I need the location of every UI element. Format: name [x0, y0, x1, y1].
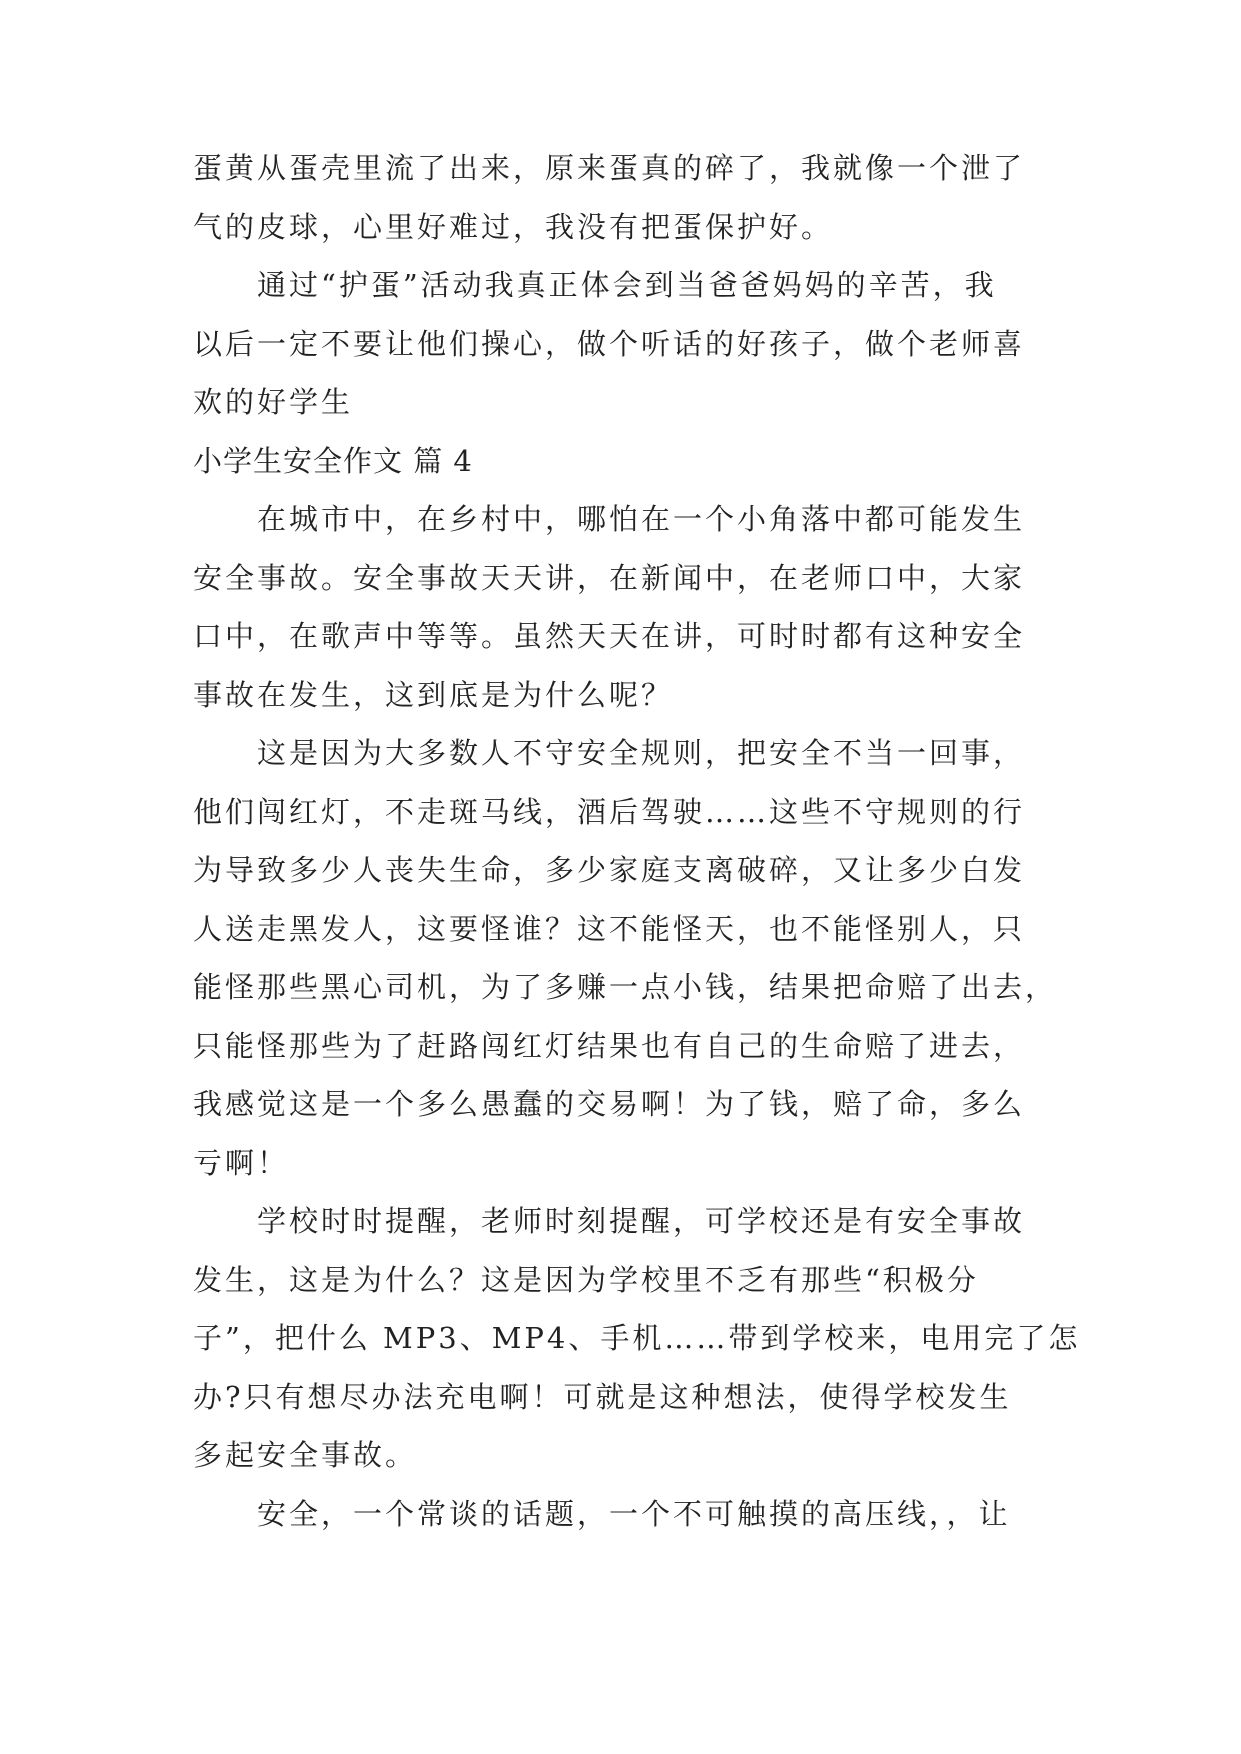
text-line: 蛋黄从蛋壳里流了出来，原来蛋真的碎了，我就像一个泄了	[193, 151, 1026, 185]
text-line: 他们闯红灯，不走斑马线，酒后驾驶……这些不守规则的行	[193, 794, 1026, 829]
text-line: 亏啊！	[193, 1145, 290, 1180]
text-line: 只能怪那些为了赶路闯红灯结果也有自己的生命赔了进去，	[193, 1028, 1026, 1063]
text-line: 办?只有想尽办法充电啊！可就是这种想法，使得学校发生	[193, 1379, 1012, 1414]
text-line: 人送走黑发人，这要怪谁？这不能怪天，也不能怪别人，只	[193, 911, 1026, 946]
text-line: 口中，在歌声中等等。虽然天天在讲，可时时都有这种安全	[193, 619, 1026, 653]
text-line: 以后一定不要让他们操心，做个听话的好孩子，做个老师喜	[193, 326, 1026, 361]
paragraph-start-line: 这是因为大多数人不守安全规则，把安全不当一回事，	[257, 736, 1026, 770]
text-line: 我感觉这是一个多么愚蠢的交易啊！为了钱，赔了命，多么	[193, 1087, 1026, 1121]
paragraph-start-line: 安全，一个常谈的话题，一个不可触摸的高压线，，让	[257, 1496, 1011, 1531]
paragraph-start-line: 在城市中，在乡村中，哪怕在一个小角落中都可能发生	[257, 502, 1026, 536]
paragraph-start-line: 通过“护蛋”活动我真正体会到当爸爸妈妈的辛苦，我	[257, 268, 997, 302]
text-line: 多起安全事故。	[193, 1438, 418, 1472]
text-line: 能怪那些黑心司机，为了多赚一点小钱，结果把命赔了出去，	[193, 970, 1058, 1004]
text-line: 安全事故。安全事故天天讲，在新闻中，在老师口中，大家	[193, 560, 1026, 595]
text-line: 气的皮球，心里好难过，我没有把蛋保护好。	[193, 209, 834, 244]
text-line: 为导致多少人丧失生命，多少家庭支离破碎，又让多少白发	[193, 853, 1026, 887]
text-line: 事故在发生，这到底是为什么呢？	[193, 677, 674, 712]
text-line: 子”，把什么 MP3、MP4、手机……带到学校来，电用完了怎	[193, 1321, 1081, 1355]
body-text	[193, 139, 1081, 1543]
text-line: 欢的好学生	[193, 385, 354, 419]
text-line: 发生，这是为什么？这是因为学校里不乏有那些“积极分	[193, 1262, 979, 1297]
section-heading: 小学生安全作文 篇 4	[193, 443, 473, 478]
paragraph-start-line: 学校时时提醒，老师时刻提醒，可学校还是有安全事故	[257, 1204, 1026, 1238]
